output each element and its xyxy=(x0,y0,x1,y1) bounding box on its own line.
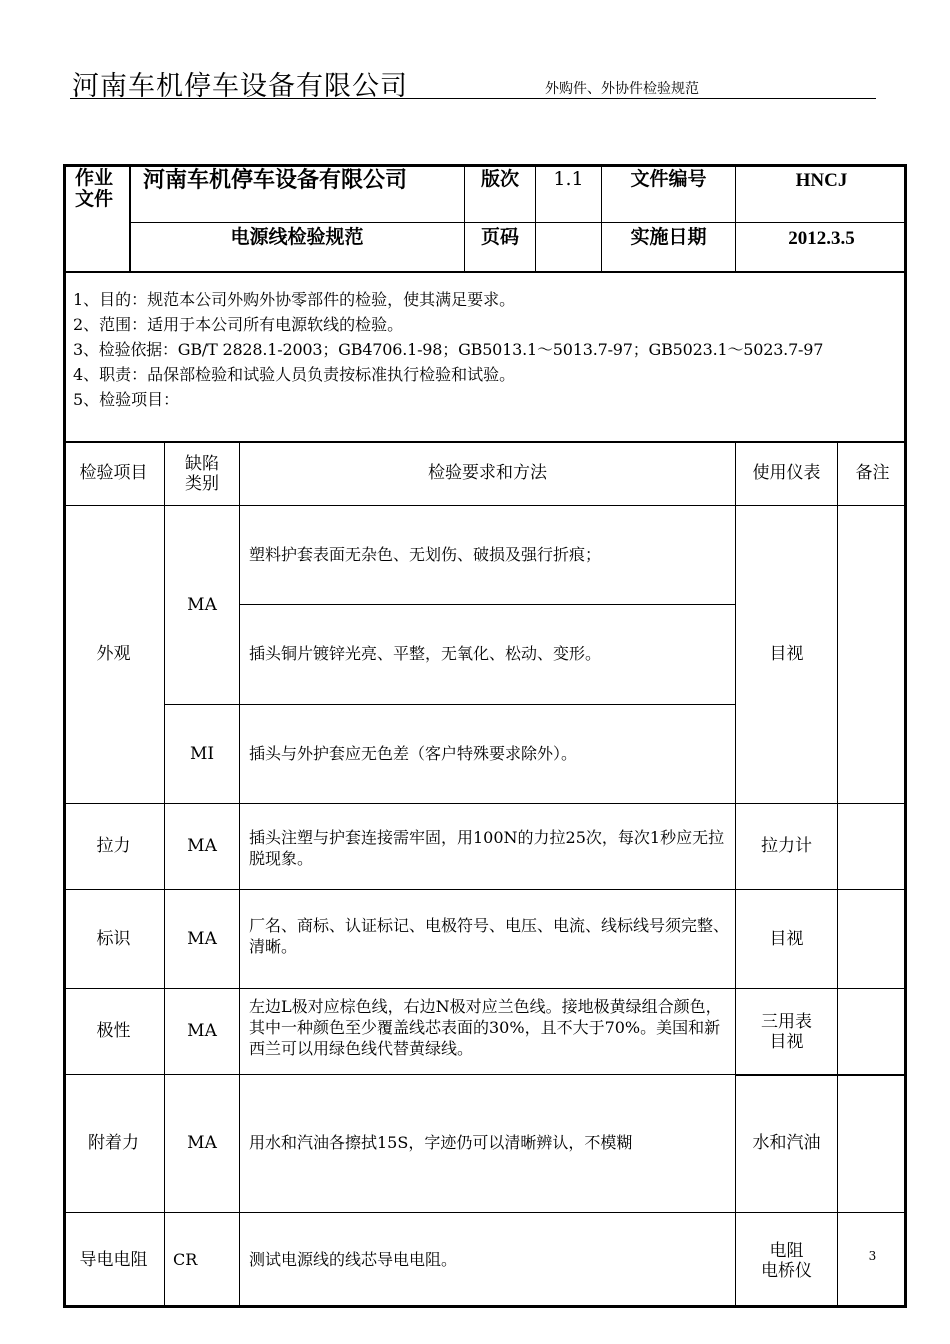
row-item: 拉力 xyxy=(96,836,131,857)
version-value: 1.1 xyxy=(553,168,584,190)
file-no-label: 文件编号 xyxy=(630,168,707,190)
date-value: 2012.3.5 xyxy=(788,228,855,249)
th-item: 检验项目 xyxy=(79,463,148,484)
appearance-item: 外观 xyxy=(96,644,131,665)
file-no-value: HNCJ xyxy=(795,170,848,191)
row-defect: MA xyxy=(187,928,217,949)
intro-basis: 3、检验依据：GB/T 2828.1-2003；GB4706.1-98；GB5013.1～5013.7-97；GB5023.1～5023.7-97 xyxy=(73,340,824,359)
page-label: 页码 xyxy=(480,226,519,248)
row-defect: MA xyxy=(187,836,217,857)
th-method: 检验要求和方法 xyxy=(428,463,547,484)
row-requirement: 厂名、商标、认证标记、电极符号、电压、电流、线标线号须完整、清晰。 xyxy=(249,916,730,956)
title-divider xyxy=(129,222,907,223)
th-instrument: 使用仪表 xyxy=(752,463,821,484)
intro-scope: 2、范围：适用于本公司所有电源软线的检验。 xyxy=(73,315,404,334)
row-remark: 3 xyxy=(868,1249,877,1263)
row-instrument: 目视 xyxy=(769,928,804,949)
row-instrument: 电阻 电桥仪 xyxy=(761,1240,812,1281)
row-requirement: 左边L极对应棕色线，右边N极对应兰色线。接地极黄绿组合颜色，其中一种颜色至少覆盖线芯表面的30%，且不大于70%。美国和新西兰可以用绿色线代替黄绿线。 xyxy=(249,997,722,1058)
row-requirement: 插头注塑与护套连接需牢固，用100N的力拉25次，每次1秒应无拉脱现象。 xyxy=(249,828,725,868)
appearance-instrument: 目视 xyxy=(769,644,804,665)
appearance-defect-ma: MA xyxy=(187,594,217,615)
appearance-req-2: 插头铜片镀锌光亮、平整，无氧化、松动、变形。 xyxy=(249,644,602,664)
row-item: 附着力 xyxy=(88,1133,139,1154)
table-col-line xyxy=(239,441,240,1308)
date-label: 实施日期 xyxy=(630,226,707,248)
appearance-req-3: 插头与外护套应无色差（客户特殊要求除外）。 xyxy=(249,743,578,763)
table-col-line xyxy=(837,441,838,1308)
row-defect: CR xyxy=(173,1250,198,1270)
th-remark: 备注 xyxy=(855,463,890,484)
row-instrument: 拉力计 xyxy=(761,836,812,857)
row-instrument: 水和汽油 xyxy=(752,1133,821,1154)
appearance-defect-mi: MI xyxy=(189,743,215,764)
title-col-line xyxy=(129,164,131,272)
row-item: 导电电阻 xyxy=(79,1250,148,1271)
header-doc-type: 外购件、外协件检验规范 xyxy=(545,81,699,97)
intro-items: 5、检验项目： xyxy=(73,390,180,409)
row-requirement: 测试电源线的线芯导电电阻。 xyxy=(249,1250,458,1270)
version-label: 版次 xyxy=(480,168,519,190)
doc-category: 作业 文件 xyxy=(75,167,114,210)
title-bottom-rule xyxy=(63,271,907,273)
appearance-req-1: 塑料护套表面无杂色、无划伤、破损及强行折痕； xyxy=(249,544,602,564)
row-item: 极性 xyxy=(96,1021,131,1042)
doc-title: 电源线检验规范 xyxy=(230,226,364,248)
intro-purpose: 1、目的：规范本公司外购外协零部件的检验，使其满足要求。 xyxy=(73,290,516,309)
title-company: 河南车机停车设备有限公司 xyxy=(143,168,408,193)
row-instrument: 三用表 目视 xyxy=(761,1011,812,1052)
header-company: 河南车机停车设备有限公司 xyxy=(72,71,408,102)
header-rule xyxy=(70,98,876,99)
row-defect: MA xyxy=(187,1133,217,1154)
row-item: 标识 xyxy=(96,928,131,949)
row-requirement: 用水和汽油各擦拭15S，字迹仍可以清晰辨认，不模糊 xyxy=(249,1133,633,1153)
intro-responsibility: 4、职责：品保部检验和试验人员负责按标准执行检验和试验。 xyxy=(73,365,516,384)
row-defect: MA xyxy=(187,1021,217,1042)
th-defect: 缺陷 类别 xyxy=(185,453,219,494)
